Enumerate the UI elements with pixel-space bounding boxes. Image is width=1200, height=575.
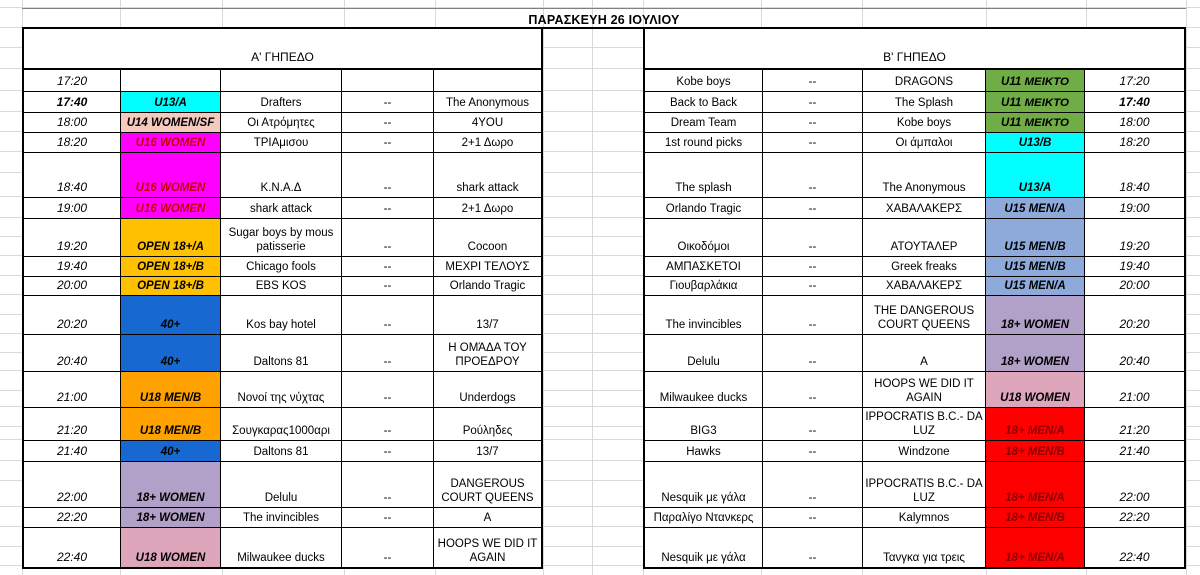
- table-top-border-segment: [543, 27, 643, 29]
- category-cell[interactable]: U11 ΜΕΙΚΤΟ: [986, 92, 1085, 112]
- separator-cell[interactable]: --: [763, 462, 863, 507]
- schedule-row: [24, 372, 541, 408]
- category-cell[interactable]: U15 MEN/B: [986, 257, 1085, 276]
- separator-cell[interactable]: --: [763, 133, 863, 152]
- court-b-table: [643, 27, 1186, 569]
- schedule-row: [24, 462, 541, 508]
- time-cell[interactable]: 22:40: [1119, 550, 1150, 565]
- team2-cell[interactable]: 4YOU: [471, 116, 504, 129]
- separator-cell[interactable]: [342, 70, 434, 91]
- team2-cell[interactable]: IPPOCRATIS B.C.- DA LUZ: [863, 408, 986, 440]
- separator-cell[interactable]: --: [763, 335, 863, 371]
- schedule-row: [24, 257, 541, 277]
- schedule-title-cell[interactable]: ΠΑΡΑΣΚΕΥΗ 26 ΙΟΥΛΙΟΥ: [22, 8, 1186, 27]
- separator-cell[interactable]: --: [763, 372, 863, 407]
- time-cell[interactable]: 22:40: [24, 528, 121, 567]
- schedule-row: [24, 296, 541, 335]
- category-cell[interactable]: 18+ MEN/A: [986, 408, 1085, 440]
- team1-cell[interactable]: The splash: [645, 153, 763, 197]
- team1-cell[interactable]: Chicago fools: [221, 257, 342, 276]
- team1-cell[interactable]: Hawks: [645, 441, 763, 461]
- team2-cell[interactable]: shark attack: [456, 181, 519, 194]
- team2-cell[interactable]: ΧΑΒΑΛΑΚΕΡΣ: [863, 277, 986, 295]
- team1-cell[interactable]: Drafters: [221, 92, 342, 112]
- team2-cell[interactable]: Τανγκα για τρεις: [863, 528, 986, 567]
- schedule-row: [645, 153, 1184, 198]
- time-cell[interactable]: 21:00: [1119, 390, 1150, 405]
- time-cell[interactable]: 17:40: [24, 92, 121, 112]
- team1-cell[interactable]: Νονοί της νύχτας: [221, 372, 342, 407]
- court-b-header-cell[interactable]: Β' ΓΗΠΕΔΟ: [645, 29, 1184, 70]
- time-cell[interactable]: 18:40: [1119, 180, 1150, 195]
- team1-cell[interactable]: Παραλίγο Ντανκερς: [645, 508, 763, 527]
- separator-cell[interactable]: --: [763, 70, 863, 91]
- team2-cell[interactable]: 2+1 Δωρο: [461, 202, 514, 215]
- court-a-rows: [24, 70, 541, 567]
- schedule-row: [24, 70, 541, 92]
- separator-cell[interactable]: --: [342, 257, 434, 276]
- separator-cell[interactable]: --: [763, 441, 863, 461]
- team2-cell[interactable]: A: [863, 335, 986, 371]
- court-a-table: [22, 27, 543, 569]
- team1-cell[interactable]: Sugar boys by mous patisserie: [221, 219, 342, 256]
- separator-cell[interactable]: --: [763, 277, 863, 295]
- category-cell[interactable]: U15 MEN/A: [986, 277, 1085, 295]
- separator-cell[interactable]: --: [342, 277, 434, 295]
- category-cell[interactable]: U18 MEN/B: [121, 408, 221, 440]
- team1-cell[interactable]: Back to Back: [645, 92, 763, 112]
- court-a-header-cell[interactable]: Α' ΓΗΠΕΔΟ: [24, 29, 541, 70]
- schedule-row: [24, 508, 541, 528]
- schedule-row: [645, 408, 1184, 441]
- team2-cell[interactable]: Kalymnos: [863, 508, 986, 527]
- separator-cell[interactable]: --: [763, 153, 863, 197]
- team2-cell[interactable]: ΜΕΧΡΙ ΤΕΛΟΥΣ: [445, 260, 530, 273]
- separator-cell[interactable]: --: [763, 113, 863, 132]
- schedule-row: [24, 153, 541, 198]
- category-cell[interactable]: 18+ WOMEN: [121, 462, 221, 507]
- time-cell[interactable]: 21:20: [1119, 423, 1150, 438]
- team1-cell[interactable]: ΤΡΙΑμισου: [221, 133, 342, 152]
- separator-cell[interactable]: --: [342, 528, 434, 567]
- separator-cell[interactable]: --: [342, 296, 434, 334]
- team2-cell[interactable]: The Anonymous: [445, 96, 530, 109]
- time-cell[interactable]: 18:00: [24, 113, 121, 132]
- schedule-row: [24, 133, 541, 153]
- team1-cell[interactable]: Σουγκαρας1000αρι: [221, 408, 342, 440]
- team2-cell[interactable]: A: [483, 511, 492, 524]
- separator-cell[interactable]: --: [342, 408, 434, 440]
- category-cell[interactable]: 18+ MEN/A: [986, 462, 1085, 507]
- team2-cell[interactable]: Underdogs: [459, 391, 516, 404]
- time-cell[interactable]: 18:00: [1119, 115, 1150, 130]
- schedule-row: [645, 70, 1184, 92]
- time-cell[interactable]: 17:20: [1119, 74, 1150, 89]
- category-cell[interactable]: 18+ WOMEN: [986, 335, 1085, 371]
- team1-cell[interactable]: [221, 70, 342, 91]
- schedule-row: [24, 441, 541, 462]
- team2-cell[interactable]: Orlando Tragic: [449, 279, 526, 292]
- category-cell[interactable]: U16 WOMEN: [121, 198, 221, 218]
- schedule-row: [645, 335, 1184, 372]
- separator-cell[interactable]: --: [342, 198, 434, 218]
- time-cell[interactable]: 20:40: [24, 335, 121, 371]
- time-cell[interactable]: 18:40: [24, 153, 121, 197]
- time-cell[interactable]: 17:40: [1119, 95, 1150, 110]
- category-cell[interactable]: U16 WOMEN: [121, 153, 221, 197]
- separator-cell[interactable]: --: [763, 528, 863, 567]
- category-cell[interactable]: 18+ WOMEN: [986, 296, 1085, 334]
- time-cell[interactable]: 21:00: [24, 372, 121, 407]
- time-cell[interactable]: 22:20: [24, 508, 121, 527]
- time-cell[interactable]: 19:00: [1119, 201, 1150, 216]
- team1-cell[interactable]: Γιουβαρλάκια: [645, 277, 763, 295]
- time-cell[interactable]: 20:20: [24, 296, 121, 334]
- schedule-row: [24, 219, 541, 257]
- category-cell[interactable]: 40+: [121, 296, 221, 334]
- schedule-row: [24, 408, 541, 441]
- time-cell[interactable]: 22:00: [24, 462, 121, 507]
- team1-cell[interactable]: shark attack: [221, 198, 342, 218]
- time-cell[interactable]: 21:40: [24, 441, 121, 461]
- team1-cell[interactable]: Milwaukee ducks: [645, 372, 763, 407]
- category-cell[interactable]: U18 MEN/B: [121, 372, 221, 407]
- team2-cell[interactable]: Cocoon: [467, 240, 508, 253]
- schedule-row: [645, 257, 1184, 277]
- schedule-row: [645, 508, 1184, 528]
- category-cell[interactable]: U14 WOMEN/SF: [121, 113, 221, 132]
- category-cell[interactable]: U18 WOMEN: [121, 528, 221, 567]
- schedule-row: [645, 528, 1184, 567]
- schedule-row: [645, 296, 1184, 335]
- schedule-row: [24, 92, 541, 113]
- category-cell[interactable]: U18 WOMEN: [986, 372, 1085, 407]
- category-cell[interactable]: U13/B: [986, 133, 1085, 152]
- schedule-row: [645, 198, 1184, 219]
- schedule-row: [645, 372, 1184, 408]
- team2-cell[interactable]: Windzone: [863, 441, 986, 461]
- separator-cell[interactable]: --: [342, 372, 434, 407]
- time-cell[interactable]: 19:40: [24, 257, 121, 276]
- team2-cell[interactable]: Οι άμπαλοι: [863, 133, 986, 152]
- team1-cell[interactable]: Οικοδόμοι: [645, 219, 763, 256]
- separator-cell[interactable]: --: [342, 153, 434, 197]
- team1-cell[interactable]: ΑΜΠΑΣΚΕΤΟΙ: [645, 257, 763, 276]
- team2-cell[interactable]: DANGEROUS COURT QUEENS: [441, 477, 534, 504]
- schedule-row: [24, 528, 541, 567]
- team2-cell[interactable]: ΑΤΟΥΤΑΛΕΡ: [863, 219, 986, 256]
- separator-cell[interactable]: --: [342, 219, 434, 256]
- separator-cell[interactable]: --: [342, 133, 434, 152]
- team2-cell[interactable]: DRAGONS: [863, 70, 986, 91]
- team1-cell[interactable]: Daltons 81: [221, 441, 342, 461]
- separator-cell[interactable]: --: [763, 408, 863, 440]
- separator-cell[interactable]: --: [342, 441, 434, 461]
- team1-cell[interactable]: The invincibles: [221, 508, 342, 527]
- schedule-row: [24, 198, 541, 219]
- time-cell[interactable]: 19:20: [1119, 239, 1150, 254]
- team1-cell[interactable]: Nesquik με γάλα: [645, 528, 763, 567]
- team1-cell[interactable]: Orlando Tragic: [645, 198, 763, 218]
- team1-cell[interactable]: The invincibles: [645, 296, 763, 334]
- team1-cell[interactable]: Οι Ατρόμητες: [221, 113, 342, 132]
- team2-cell[interactable]: The Anonymous: [863, 153, 986, 197]
- schedule-row: [24, 335, 541, 372]
- category-cell[interactable]: OPEN 18+/B: [121, 257, 221, 276]
- category-cell[interactable]: OPEN 18+/A: [121, 219, 221, 256]
- category-cell[interactable]: [121, 70, 221, 91]
- time-cell[interactable]: 20:40: [1119, 354, 1150, 369]
- separator-cell[interactable]: --: [763, 257, 863, 276]
- team1-cell[interactable]: Kobe boys: [645, 70, 763, 91]
- team1-cell[interactable]: 1st round picks: [645, 133, 763, 152]
- separator-cell[interactable]: --: [342, 113, 434, 132]
- time-cell[interactable]: 21:20: [24, 408, 121, 440]
- time-cell[interactable]: 17:20: [24, 70, 121, 91]
- court-b-rows: [645, 70, 1184, 567]
- schedule-row: [24, 113, 541, 133]
- time-cell[interactable]: 19:00: [24, 198, 121, 218]
- time-cell[interactable]: 20:00: [1119, 278, 1150, 293]
- team2-cell[interactable]: Ρούληδες: [462, 424, 513, 437]
- time-cell[interactable]: 21:40: [1119, 444, 1150, 459]
- category-cell[interactable]: 18+ WOMEN: [121, 508, 221, 527]
- time-cell[interactable]: 18:20: [24, 133, 121, 152]
- category-cell[interactable]: 40+: [121, 335, 221, 371]
- schedule-row: [645, 133, 1184, 153]
- category-cell[interactable]: U11 ΜΕΙΚΤΟ: [986, 113, 1085, 132]
- category-cell[interactable]: 18+ MEN/B: [986, 441, 1085, 461]
- time-cell[interactable]: 22:00: [1119, 490, 1150, 505]
- schedule-row: [645, 92, 1184, 113]
- category-cell[interactable]: U11 ΜΕΙΚΤΟ: [986, 70, 1085, 91]
- category-cell[interactable]: OPEN 18+/B: [121, 277, 221, 295]
- time-cell[interactable]: 19:20: [24, 219, 121, 256]
- time-cell[interactable]: 18:20: [1119, 135, 1150, 150]
- team2-cell[interactable]: IPPOCRATIS B.C.- DA LUZ: [863, 462, 986, 507]
- separator-cell[interactable]: --: [342, 335, 434, 371]
- time-cell[interactable]: 20:00: [24, 277, 121, 295]
- team2-cell[interactable]: 13/7: [476, 318, 499, 331]
- schedule-row: [645, 277, 1184, 296]
- schedule-row: [645, 441, 1184, 462]
- schedule-row: [645, 113, 1184, 133]
- team2-cell[interactable]: Greek freaks: [863, 257, 986, 276]
- time-cell[interactable]: 19:40: [1119, 259, 1150, 274]
- team1-cell[interactable]: BIG3: [645, 408, 763, 440]
- category-cell[interactable]: 40+: [121, 441, 221, 461]
- team1-cell[interactable]: Kos bay hotel: [221, 296, 342, 334]
- team1-cell[interactable]: Milwaukee ducks: [221, 528, 342, 567]
- team2-cell[interactable]: HOOPS WE DID IT AGAIN: [437, 537, 538, 564]
- category-cell[interactable]: 18+ MEN/A: [986, 528, 1085, 567]
- separator-cell[interactable]: --: [763, 198, 863, 218]
- team2-cell[interactable]: HOOPS WE DID IT AGAIN: [863, 372, 986, 407]
- team2-cell[interactable]: THE DANGEROUS COURT QUEENS: [863, 296, 986, 334]
- separator-cell[interactable]: --: [342, 508, 434, 527]
- separator-cell[interactable]: --: [342, 92, 434, 112]
- team1-cell[interactable]: Daltons 81: [221, 335, 342, 371]
- time-cell[interactable]: 20:20: [1119, 317, 1150, 332]
- separator-cell[interactable]: --: [763, 296, 863, 334]
- team2-cell[interactable]: 2+1 Δωρο: [461, 136, 514, 149]
- team1-cell[interactable]: Delulu: [645, 335, 763, 371]
- team1-cell[interactable]: Nesquik με γάλα: [645, 462, 763, 507]
- team1-cell[interactable]: EBS KOS: [221, 277, 342, 295]
- category-cell[interactable]: U13/A: [121, 92, 221, 112]
- separator-cell[interactable]: --: [763, 508, 863, 527]
- schedule-row: [645, 219, 1184, 257]
- team2-cell[interactable]: Kobe boys: [863, 113, 986, 132]
- separator-cell[interactable]: --: [342, 462, 434, 507]
- team2-cell[interactable]: Η ΟΜΆΔΑ ΤΟΥ ΠΡΟΕΔΡΟΥ: [448, 341, 527, 368]
- team1-cell[interactable]: Dream Team: [645, 113, 763, 132]
- category-cell[interactable]: U15 MEN/A: [986, 198, 1085, 218]
- category-cell[interactable]: 18+ MEN/B: [986, 508, 1085, 527]
- category-cell[interactable]: U16 WOMEN: [121, 133, 221, 152]
- team2-cell[interactable]: [434, 70, 541, 91]
- separator-cell[interactable]: --: [763, 219, 863, 256]
- separator-cell[interactable]: --: [763, 92, 863, 112]
- schedule-row: [645, 462, 1184, 508]
- schedule-row: [24, 277, 541, 296]
- team2-cell[interactable]: 13/7: [476, 445, 499, 458]
- category-cell[interactable]: U15 MEN/B: [986, 219, 1085, 256]
- team1-cell[interactable]: Delulu: [221, 462, 342, 507]
- category-cell[interactable]: U13/A: [986, 153, 1085, 197]
- team2-cell[interactable]: The Splash: [863, 92, 986, 112]
- team2-cell[interactable]: ΧΑΒΑΛΑΚΕΡΣ: [863, 198, 986, 218]
- time-cell[interactable]: 22:20: [1119, 510, 1150, 525]
- team1-cell[interactable]: Κ.Ν.Α.Δ: [221, 153, 342, 197]
